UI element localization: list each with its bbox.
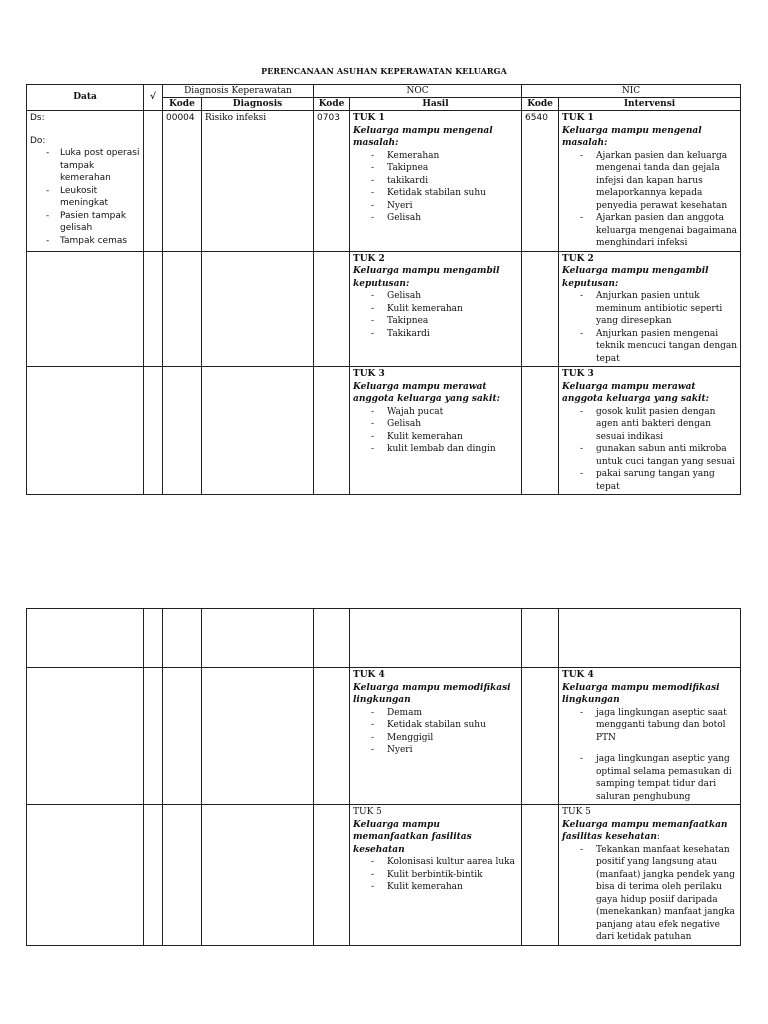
table-row	[27, 367, 741, 495]
tuk-subtitle: Keluarga mampu memodifikasi lingkungan	[353, 682, 511, 705]
tuk-title: TUK 4	[353, 670, 385, 680]
tuk-subtitle: Keluarga mampu merawat anggota keluarga yang sakit:	[353, 381, 500, 404]
list-item: - Kulit kemerahan	[371, 881, 518, 894]
do-label: Do:	[30, 135, 46, 146]
list-item: - Pasien tampak gelisah	[46, 210, 140, 235]
list-item: - pakai sarung tangan yang tepat	[580, 468, 737, 493]
list-item: - Demam	[371, 707, 518, 720]
list-item: - Ajarkan pasien dan anggota keluarga mengenai bagaimana menghindari infeksi	[580, 212, 737, 250]
tuk-subtitle: Keluarga mampu merawat anggota keluarga yang sakit:	[562, 381, 709, 404]
table-row	[27, 111, 741, 252]
tuk-title: TUK 2	[353, 253, 385, 264]
nic-tuk4	[559, 668, 741, 805]
care-plan-table-page-2	[26, 608, 741, 946]
tuk-subtitle: Keluarga mampu memanfaatkan fasilitas kesehatan	[353, 819, 472, 855]
noc-tuk2	[350, 251, 522, 367]
tuk-subtitle	[562, 819, 737, 844]
header-hasil: Hasil	[350, 98, 522, 111]
noc-tuk3	[350, 367, 522, 495]
tuk-subtitle: Keluarga mampu mengambil keputusan:	[353, 266, 500, 289]
list-item: - Tampak cemas	[46, 235, 140, 248]
diagnosis-text: Risiko infeksi	[202, 111, 314, 252]
list-item: - Kemerahan	[371, 150, 518, 163]
list-item: - Takipnea	[371, 162, 518, 175]
tuk-title: TUK 1	[353, 113, 385, 123]
noc-code: 0703	[314, 111, 350, 252]
header-noc: NOC	[314, 85, 522, 98]
list-item: - Ketidak stabilan suhu	[371, 187, 518, 200]
data-cell	[27, 111, 144, 252]
list-item: - kulit lembab dan dingin	[371, 443, 518, 456]
header-data: Data	[27, 85, 144, 111]
tuk-title: TUK 3	[562, 369, 594, 379]
list-item: - Gelisah	[371, 212, 518, 225]
list-item: - Gelisah	[371, 290, 518, 303]
list-item: - jaga lingkungan aseptic yang optimal selama pemasukan di samping tempat tidur dari saluran penghubung	[580, 753, 737, 803]
tuk-title: TUK 3	[353, 369, 385, 379]
header-nic: NIC	[522, 85, 741, 98]
list-item: - Ketidak stabilan suhu	[371, 719, 518, 732]
list-item: - Gelisah	[371, 418, 518, 431]
list-item: - Kolonisasi kultur aarea luka	[371, 856, 518, 869]
tuk-subtitle: Keluarga mampu mengenal masalah:	[562, 125, 702, 148]
tuk-subtitle: Keluarga mampu mengenal masalah:	[353, 125, 493, 148]
nic-tuk5	[559, 805, 741, 946]
list-item: - Ajarkan pasien dan keluarga mengenai tanda dan gejala infejsi dan kapan harus melaporkannya kepada penyedia perawat kesehatan	[580, 150, 737, 213]
diagnosis-code: 00004	[163, 111, 202, 252]
header-diagnosis-group: Diagnosis Keperawatan	[163, 85, 314, 98]
tuk-subtitle-colon: :	[656, 832, 660, 842]
list-item: - Kulit kemerahan	[371, 431, 518, 444]
noc-tuk5	[350, 805, 522, 946]
list-item: - Wajah pucat	[371, 406, 518, 419]
list-item: - gunakan sabun anti mikroba untuk cuci tangan yang sesuai	[580, 443, 737, 468]
check-cell	[144, 111, 163, 252]
do-list	[30, 147, 140, 247]
care-plan-table-page-1	[26, 84, 741, 495]
tuk-subtitle: Keluarga mampu memodifikasi lingkungan	[562, 682, 720, 705]
table-row	[27, 668, 741, 805]
list-item: - Kulit kemerahan	[371, 303, 518, 316]
noc-tuk1	[350, 111, 522, 252]
tuk-subtitle-text: Keluarga mampu memanfaatkan fasilitas kesehatan	[562, 819, 728, 842]
header-intervensi: Intervensi	[559, 98, 741, 111]
header-nic-kode: Kode	[522, 98, 559, 111]
tuk-title: TUK 1	[562, 113, 594, 123]
list-item: - Leukosit meningkat	[46, 185, 140, 210]
nic-code: 6540	[522, 111, 559, 252]
tuk-title: TUK 5	[353, 807, 382, 817]
list-item: - Takipnea	[371, 315, 518, 328]
list-item: - Anjurkan pasien untuk meminum antibiotic seperti yang diresepkan	[580, 290, 737, 328]
nic-tuk3	[559, 367, 741, 495]
table-row	[27, 609, 741, 668]
list-item: - jaga lingkungan aseptic saat mengganti tabung dan botol PTN	[580, 707, 737, 745]
table-row	[27, 805, 741, 946]
tuk-title: TUK 4	[562, 670, 594, 680]
noc-tuk4	[350, 668, 522, 805]
list-item: - Kulit berbintik-bintik	[371, 869, 518, 882]
list-item: - Nyeri	[371, 744, 518, 757]
header-diagnosis: Diagnosis	[202, 98, 314, 111]
list-item: - Takikardi	[371, 328, 518, 341]
list-item: - gosok kulit pasien dengan agen anti bakteri dengan sesuai indikasi	[580, 406, 737, 444]
nic-tuk1	[559, 111, 741, 252]
tuk-subtitle: Keluarga mampu mengambil keputusan:	[562, 266, 709, 289]
list-item: - Anjurkan pasien mengenai teknik mencuci tangan dengan tepat	[580, 328, 737, 366]
list-item: - Luka post operasi tampak kemerahan	[46, 147, 140, 185]
tuk-title: TUK 5	[562, 807, 591, 817]
nic-tuk2	[559, 251, 741, 367]
header-check: √	[144, 85, 163, 111]
ds-label: Ds:	[30, 113, 45, 123]
table-row	[27, 251, 741, 367]
list-item: - Nyeri	[371, 200, 518, 213]
list-item: - Tekankan manfaat kesehatan positif yang langsung atau (manfaat) jangka pendek yang bisa di terima oleh perilaku gaya hidup posiif daripada (menekankan) manfaat jangka panjang atau efek negative dari ketidak patuhan	[580, 844, 737, 944]
header-diag-kode: Kode	[163, 98, 202, 111]
document-title: PERENCANAAN ASUHAN KEPERAWATAN KELUARGA	[261, 66, 507, 76]
list-item: - takikardi	[371, 175, 518, 188]
list-item: - Menggigil	[371, 732, 518, 745]
tuk-title: TUK 2	[562, 253, 594, 264]
header-noc-kode: Kode	[314, 98, 350, 111]
